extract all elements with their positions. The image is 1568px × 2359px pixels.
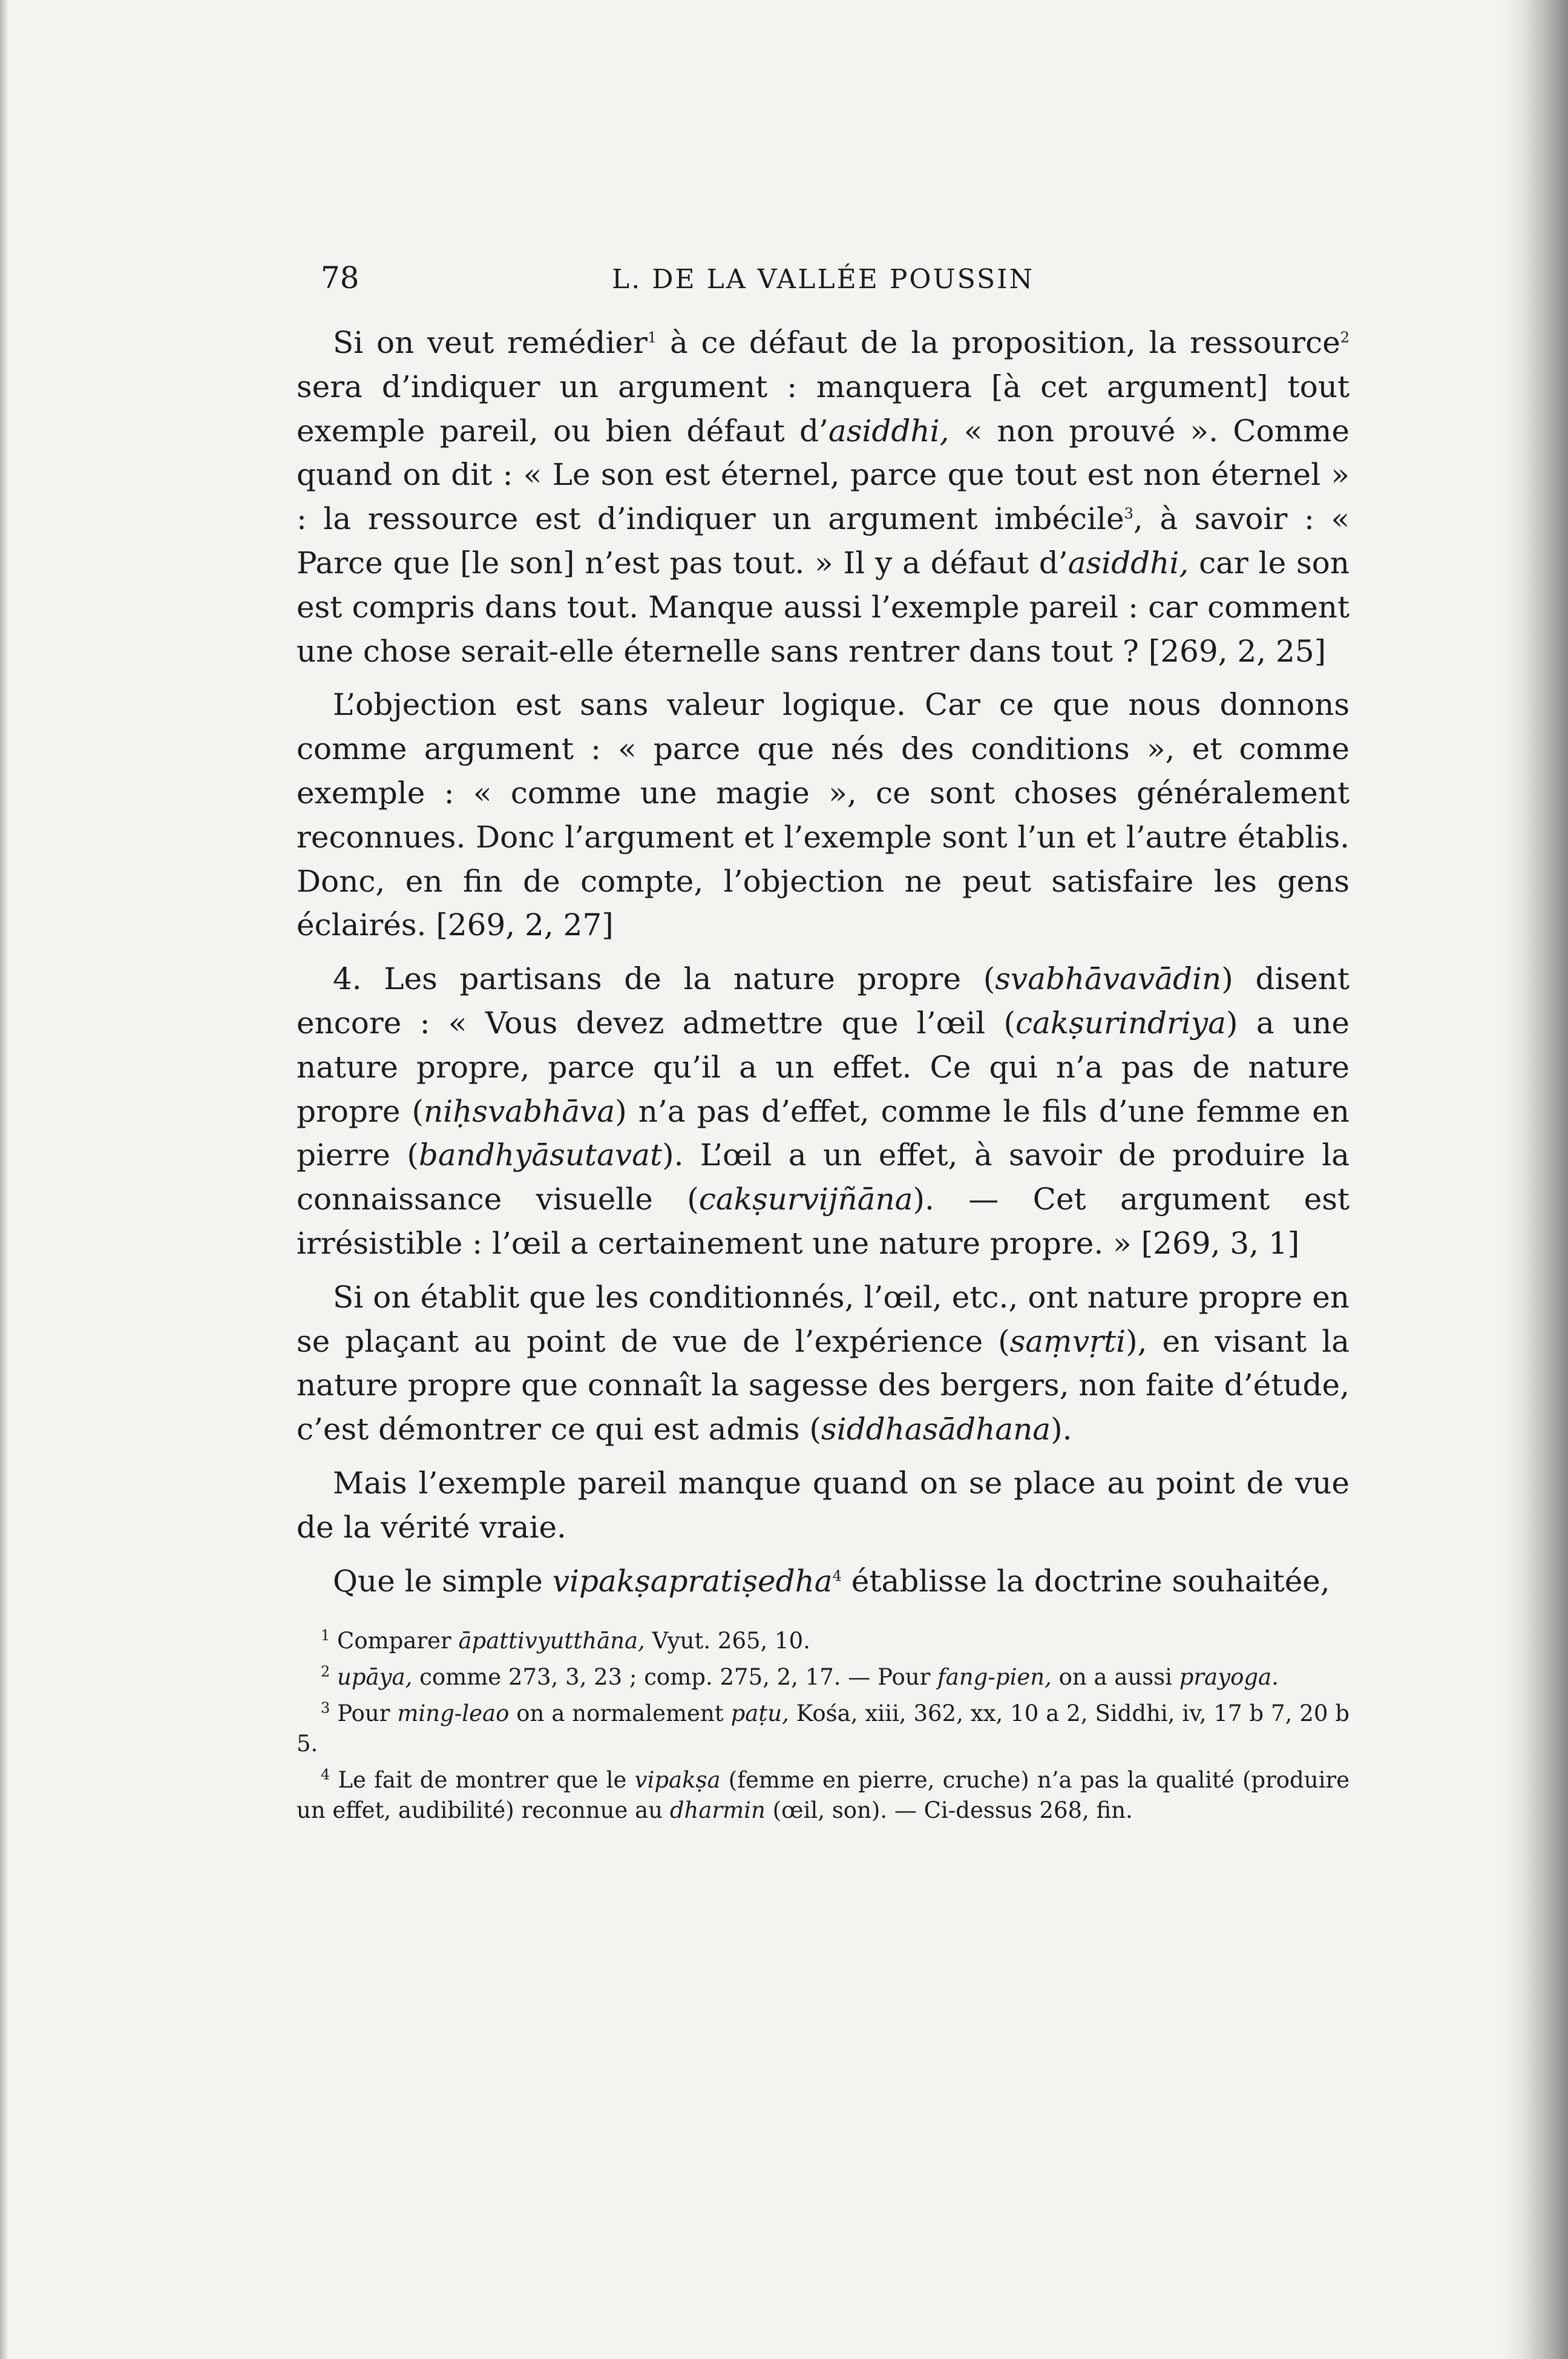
paragraph-1: Si on veut remédier$^1$ à ce défaut de la proposition, la ressource$^2$ sera d’indiquer un argument : manquera [à cet argument] tout exemple pareil, ou bien défaut d’asiddhi, « non prouvé ». Comme quand on dit : « Le son est éternel, parce que tout est non éternel » : la ressource est d’indiquer un argument imbécile$^3$, à savoir : « Parce que [le son] n’est pas tout. » Il y a défaut d’asiddhi, car le son est compris dans tout. Manque aussi l’exemple pareil : car comment une chose serait-elle éternelle sans rentrer dans tout ? [269, 2, 25] xyxy=(297,325,1350,669)
footnote-ref-4: 4 xyxy=(832,1567,842,1584)
paragraph-6: Que le simple vipakṣapratiṣedha$^4$ établisse la doctrine souhaitée, xyxy=(333,1563,1330,1599)
scan-shadow-left xyxy=(0,0,8,2359)
paragraph-3: 4. Les partisans de la nature propre (svabhāvavādin) disent encore : « Vous devez admettre que l’œil (cakṣurindriya) a une nature propre, parce qu’il a un effet. Ce qui n’a pas de nature propre (niḥsvabhāva) n’a pas d’effet, comme le fils d’une femme en pierre (bandhyāsutavat). L’œil a un effet, à savoir de produire la connaissance visuelle (cakṣurvijñāna). — Cet argument est irrésistible : l’œil a certainement une nature propre. » [269, 3, 1] xyxy=(297,961,1350,1261)
book-page xyxy=(297,248,1350,1832)
footnote-ref-3: 3 xyxy=(1124,505,1133,522)
footnote-1: $^1$ Comparer āpattivyutthāna, Vyut. 265, 10. xyxy=(321,1627,810,1654)
main-text xyxy=(297,321,1350,1603)
footnote-2: $^2$ upāya, comme 273, 3, 23 ; comp. 275, 2, 17. — Pour fang-pien, on a aussi prayoga. xyxy=(321,1663,1279,1691)
footnotes xyxy=(297,1626,1350,1826)
paragraph-4: Si on établit que les conditionnés, l’œil, etc., ont nature propre en se plaçant au point de vue de l’expérience (saṃvṛti), en visant la nature propre que connaît la sagesse des bergers, non faite d’étude, c’est démontrer ce qui est admis (siddhasādhana). xyxy=(297,1279,1350,1447)
footnote-4: $^4$ Le fait de montrer que le vipakṣa (femme en pierre, cruche) n’a pas la qualité (produire un effet, audibilité) reconnue au dharmin (œil, son). — Ci-dessus 268, fin. xyxy=(297,1766,1350,1824)
scan-shadow-right xyxy=(1501,0,1568,2359)
paragraph-2: L’objection est sans valeur logique. Car ce que nous donnons comme argument : « parce que nés des conditions », et comme exemple : « comme une magie », ce sont choses généralement reconnues. Donc l’argument et l’exemple sont l’un et l’autre établis. Donc, en fin de compte, l’objection ne peut satisfaire les gens éclairés. [269, 2, 27] xyxy=(297,687,1350,943)
footnote-3: $^3$ Pour ming-leao on a normalement paṭu, Kośa, xiii, 362, xx, 10 a 2, Siddhi, iv, 17 b 7, 20 b 5. xyxy=(297,1699,1350,1757)
footnote-ref-2: 2 xyxy=(1340,329,1350,346)
page-number: 78 xyxy=(321,260,359,295)
running-head xyxy=(297,248,1350,309)
paragraph-5: Mais l’exemple pareil manque quand on se place au point de vue de la vérité vraie. xyxy=(297,1465,1350,1545)
running-head-author: L. DE LA VALLÉE POUSSIN xyxy=(612,264,1034,295)
footnote-ref-1: 1 xyxy=(647,329,657,346)
